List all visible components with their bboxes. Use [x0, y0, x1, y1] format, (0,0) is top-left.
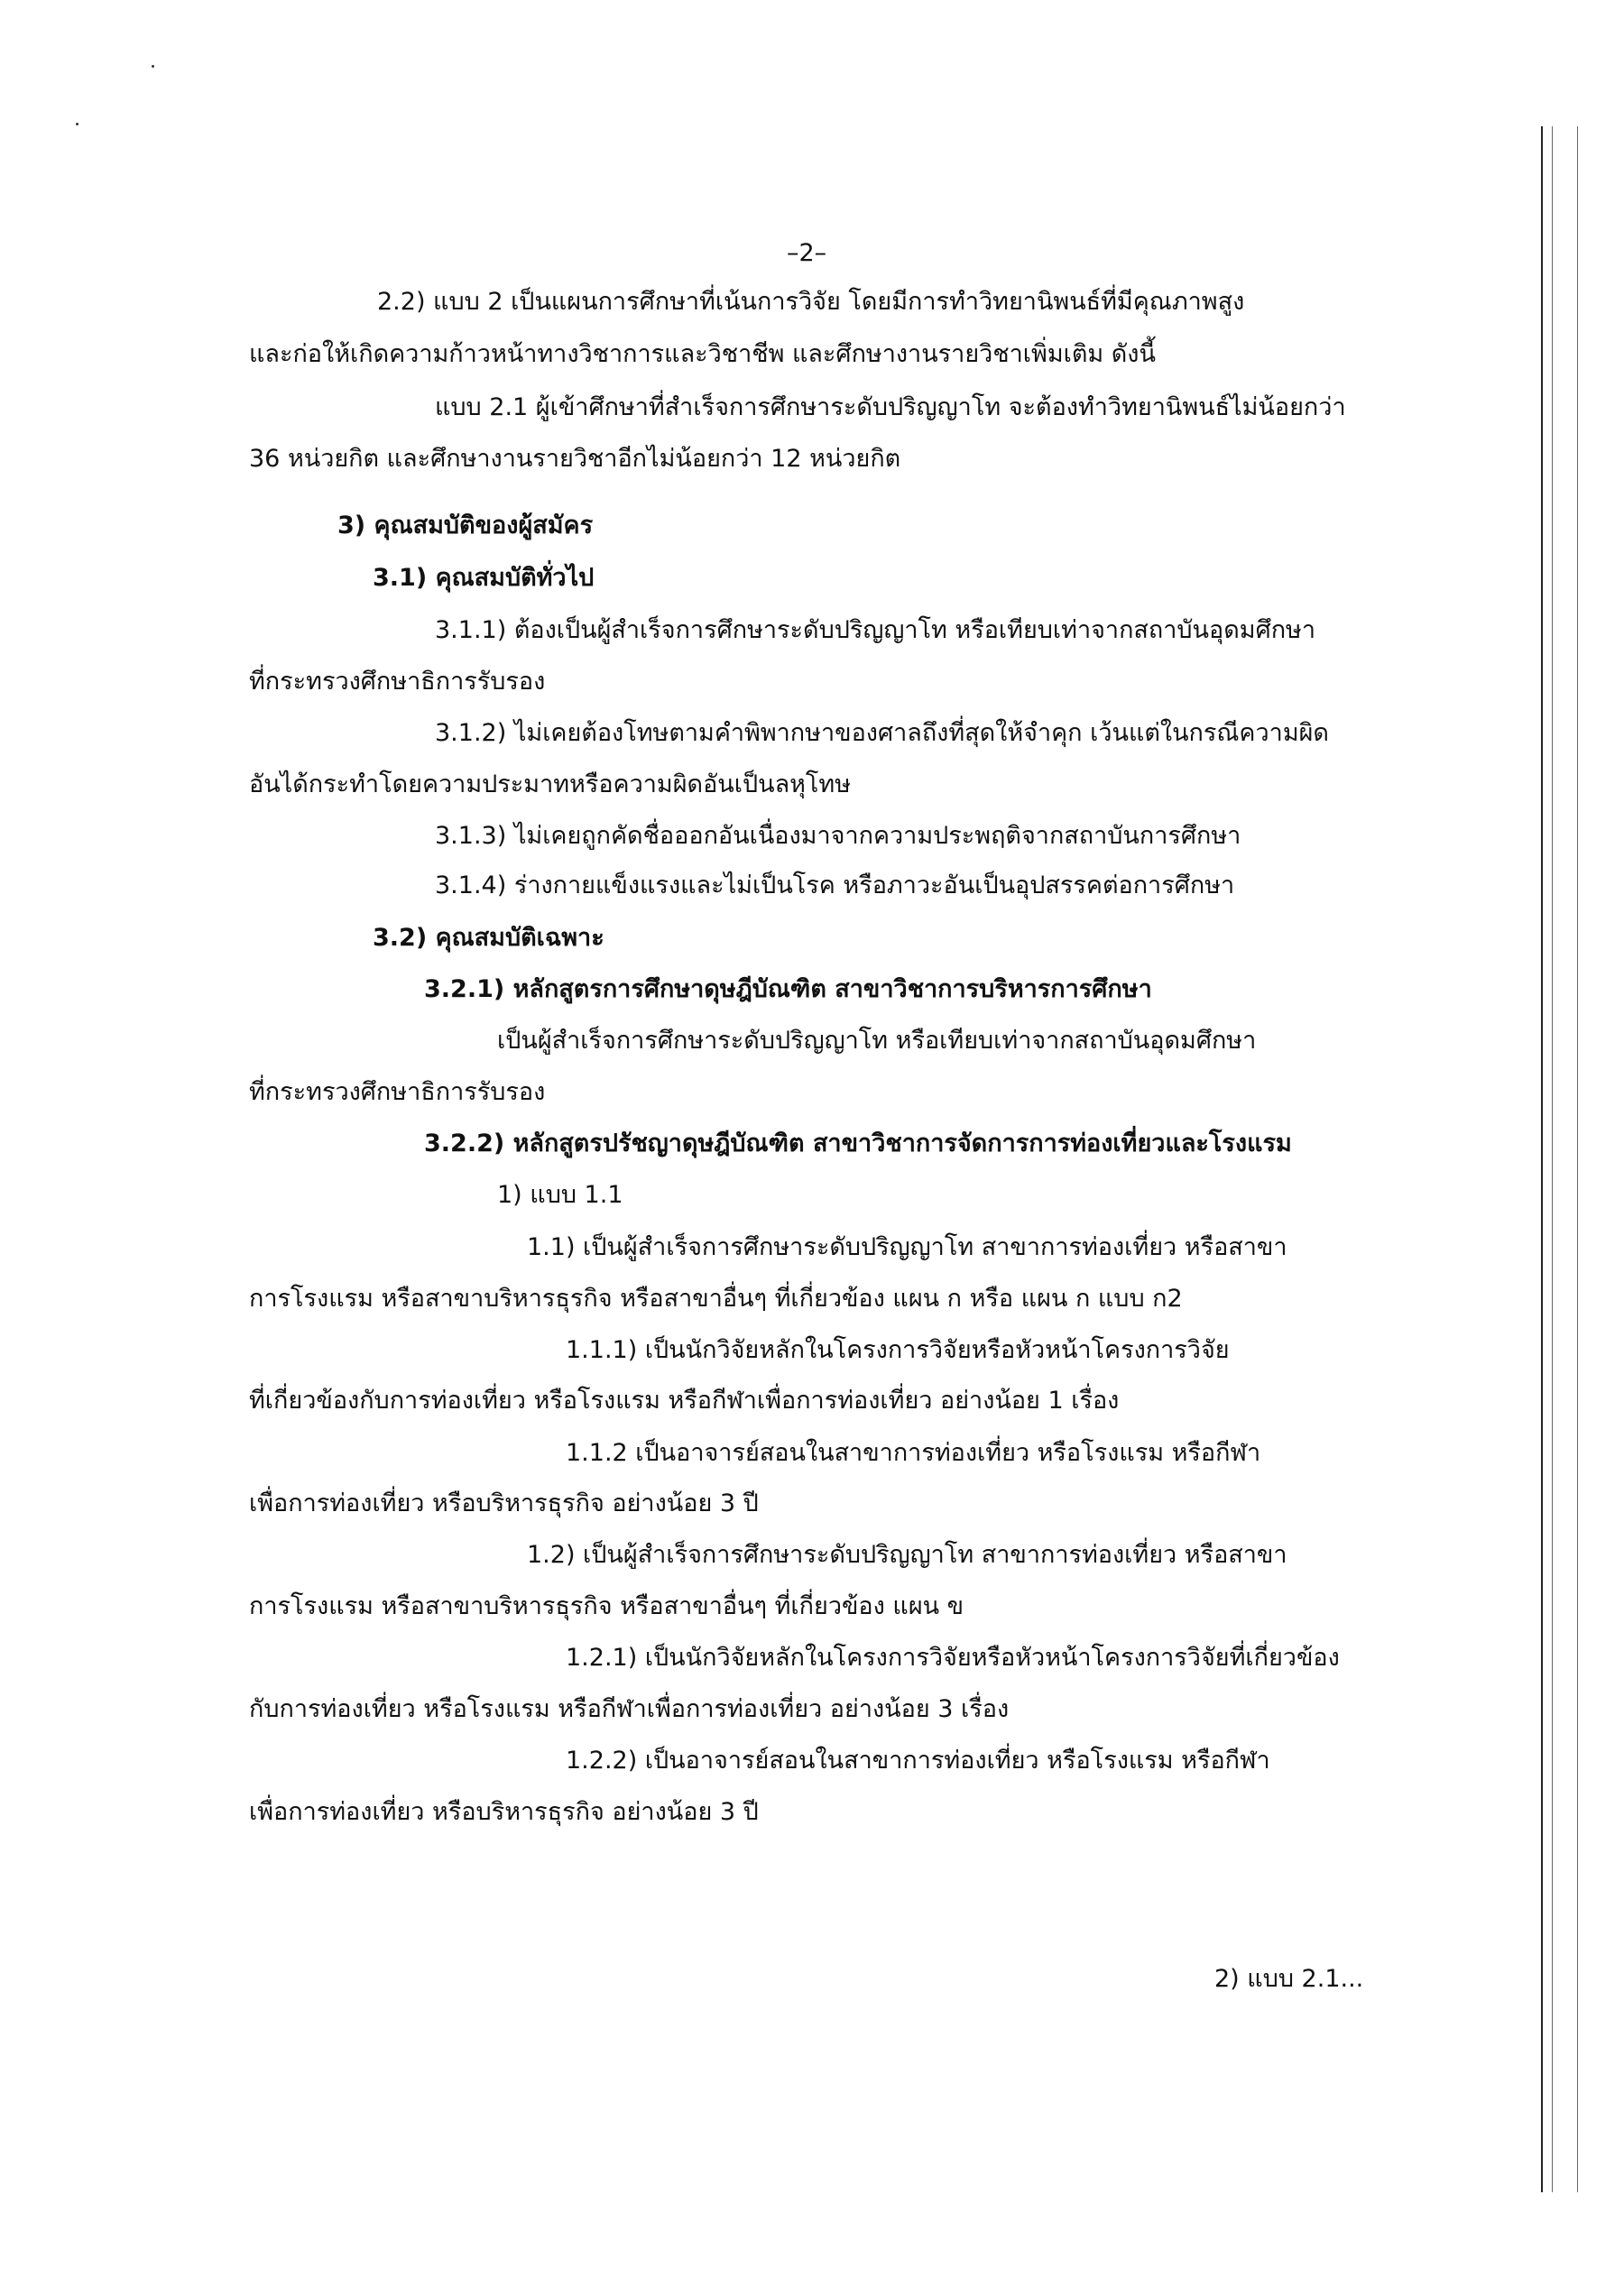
- paragraph-line: 3.1.4) ร่างกายแข็งแรงและไม่เป็นโรค หรือภาวะอันเป็นอุปสรรคต่อการศึกษา: [435, 871, 1235, 899]
- paragraph-line: 1.1.2 เป็นอาจารย์สอนในสาขาการท่องเที่ยว หรือโรงแรม หรือกีฬา: [566, 1439, 1261, 1467]
- scan-speck: [76, 123, 78, 125]
- paragraph-line: และก่อให้เกิดความก้าวหน้าทางวิชาการและวิชาชีพ และศึกษางานรายวิชาเพิ่มเติม ดังนี้: [249, 340, 1156, 368]
- paragraph-line: 1.2) เป็นผู้สำเร็จการศึกษาระดับปริญญาโท สาขาการท่องเที่ยว หรือสาขา: [527, 1541, 1287, 1569]
- paragraph-line: 2.2) แบบ 2 เป็นแผนการศึกษาที่เน้นการวิจัย โดยมีการทำวิทยานิพนธ์ที่มีคุณภาพสูง: [377, 288, 1245, 316]
- scan-speck: [152, 65, 154, 68]
- program-heading: 3.2.2) หลักสูตรปรัชญาดุษฎีบัณฑิต สาขาวิชาการจัดการการท่องเที่ยวและโรงแรม: [424, 1130, 1292, 1157]
- program-heading: 3.2.1) หลักสูตรการศึกษาดุษฎีบัณฑิต สาขาวิชาการบริหารการศึกษา: [424, 975, 1152, 1003]
- subsection-heading: 3.2) คุณสมบัติเฉพาะ: [373, 924, 604, 952]
- section-heading: 3) คุณสมบัติของผู้สมัคร: [337, 512, 594, 539]
- paragraph-line: แบบ 2.1 ผู้เข้าศึกษาที่สำเร็จการศึกษาระดับปริญญาโท จะต้องทำวิทยานิพนธ์ไม่น้อยกว่า: [435, 393, 1346, 421]
- paragraph-line: ที่กระทรวงศึกษาธิการรับรอง: [249, 668, 546, 696]
- page-number: –2–: [787, 239, 827, 267]
- paragraph-line: กับการท่องเที่ยว หรือโรงแรม หรือกีฬาเพื่อการท่องเที่ยว อย่างน้อย 3 เรื่อง: [249, 1695, 1010, 1723]
- paragraph-line: เพื่อการท่องเที่ยว หรือบริหารธุรกิจ อย่างน้อย 3 ปี: [249, 1798, 759, 1826]
- page-continuation: 2) แบบ 2.1...: [1214, 1965, 1364, 1993]
- paragraph-line: 36 หน่วยกิต และศึกษางานรายวิชาอีกไม่น้อยกว่า 12 หน่วยกิต: [249, 445, 901, 473]
- paragraph-line: เพื่อการท่องเที่ยว หรือบริหารธุรกิจ อย่างน้อย 3 ปี: [249, 1489, 759, 1517]
- plan-label: 1) แบบ 1.1: [497, 1181, 623, 1209]
- paragraph-line: ที่เกี่ยวข้องกับการท่องเที่ยว หรือโรงแรม หรือกีฬาเพื่อการท่องเที่ยว อย่างน้อย 1 เรื่อง: [249, 1387, 1120, 1415]
- paragraph-line: 3.1.2) ไม่เคยต้องโทษตามคำพิพากษาของศาลถึงที่สุดให้จำคุก เว้นแต่ในกรณีความผิด: [435, 719, 1329, 747]
- scan-edge-line: [1541, 126, 1543, 2192]
- paragraph-line: การโรงแรม หรือสาขาบริหารธุรกิจ หรือสาขาอื่นๆ ที่เกี่ยวข้อง แผน ก หรือ แผน ก แบบ ก2: [249, 1285, 1183, 1313]
- scan-edge-line: [1552, 126, 1553, 2192]
- paragraph-line: 3.1.3) ไม่เคยถูกคัดชื่อออกอันเนื่องมาจากความประพฤติจากสถาบันการศึกษา: [435, 822, 1241, 850]
- paragraph-line: 1.1.1) เป็นนักวิจัยหลักในโครงการวิจัยหรือหัวหน้าโครงการวิจัย: [566, 1336, 1230, 1364]
- paragraph-line: เป็นผู้สำเร็จการศึกษาระดับปริญญาโท หรือเทียบเท่าจากสถาบันอุดมศึกษา: [497, 1027, 1257, 1055]
- paragraph-line: ที่กระทรวงศึกษาธิการรับรอง: [249, 1078, 546, 1106]
- paragraph-line: 1.1) เป็นผู้สำเร็จการศึกษาระดับปริญญาโท สาขาการท่องเที่ยว หรือสาขา: [527, 1233, 1287, 1261]
- paragraph-line: อันได้กระทำโดยความประมาทหรือความผิดอันเป็นลหุโทษ: [249, 770, 852, 798]
- scan-edge-line: [1577, 126, 1578, 2192]
- paragraph-line: 1.2.1) เป็นนักวิจัยหลักในโครงการวิจัยหรือหัวหน้าโครงการวิจัยที่เกี่ยวข้อง: [566, 1644, 1340, 1672]
- subsection-heading: 3.1) คุณสมบัติทั่วไป: [373, 564, 595, 592]
- paragraph-line: การโรงแรม หรือสาขาบริหารธุรกิจ หรือสาขาอื่นๆ ที่เกี่ยวข้อง แผน ข: [249, 1592, 964, 1620]
- paragraph-line: 1.2.2) เป็นอาจารย์สอนในสาขาการท่องเที่ยว หรือโรงแรม หรือกีฬา: [566, 1747, 1270, 1775]
- paragraph-line: 3.1.1) ต้องเป็นผู้สำเร็จการศึกษาระดับปริญญาโท หรือเทียบเท่าจากสถาบันอุดมศึกษา: [435, 616, 1316, 644]
